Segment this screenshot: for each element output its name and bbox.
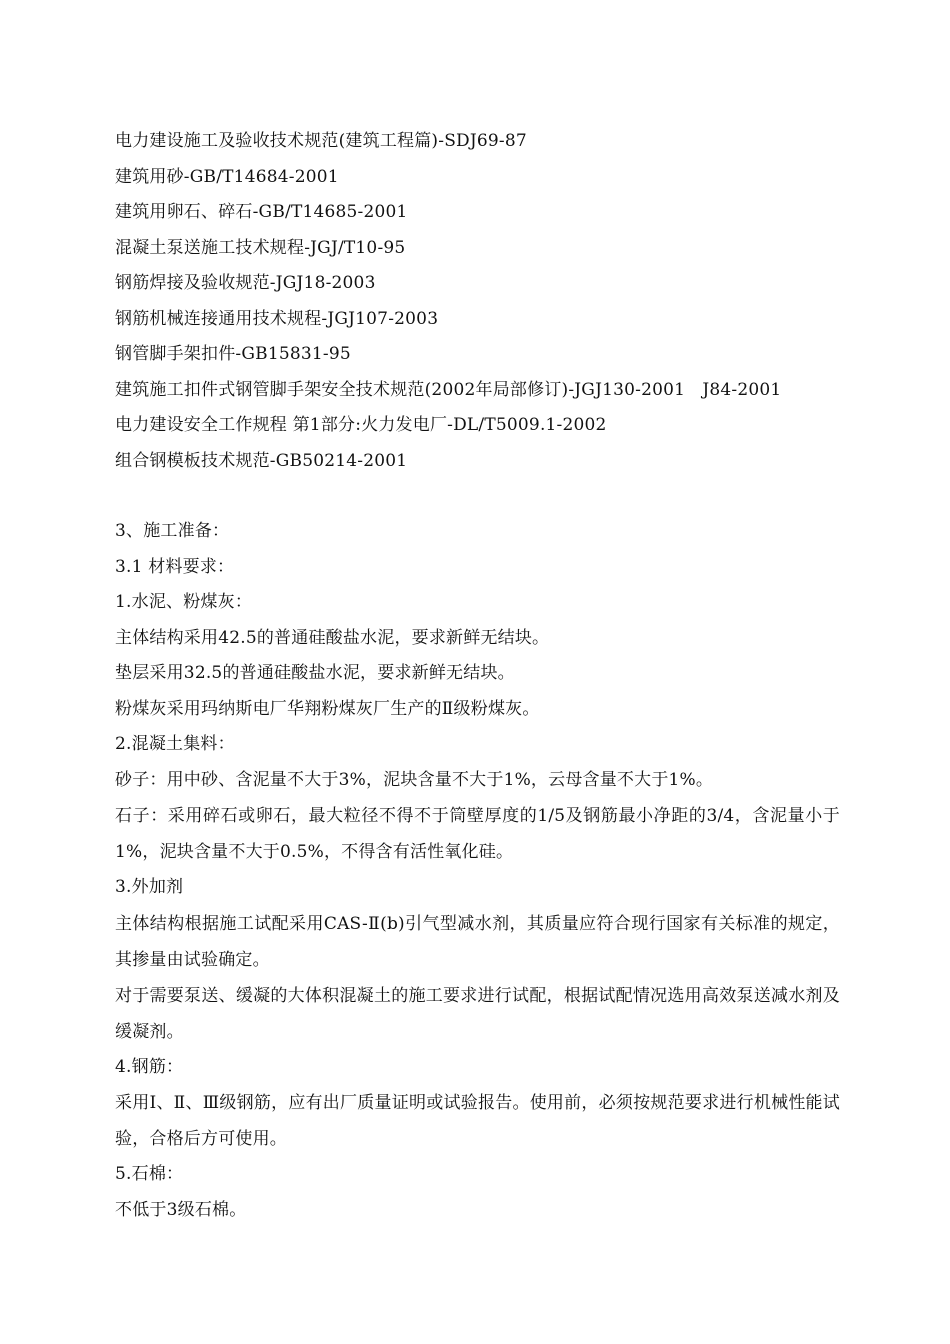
admixture-paragraph: 主体结构根据施工试配采用CAS-Ⅱ(b)引气型减水剂，其质量应符合现行国家有关标准的规定，其掺量由试验确定。 xyxy=(115,913,840,970)
fly-ash-line: 粉煤灰采用玛纳斯电厂华翔粉煤灰厂生产的Ⅱ级粉煤灰。 xyxy=(115,698,540,719)
reference-item: 建筑用砂-GB/T14684-2001 xyxy=(115,166,339,187)
section-heading: 3、施工准备： xyxy=(115,521,230,541)
document-body xyxy=(115,124,840,1228)
rebar-paragraph: 采用Ⅰ、Ⅱ、Ⅲ级钢筋，应有出厂质量证明或试验报告。使用前，必须按规范要求进行机械性能试验，合格后方可使用。 xyxy=(115,1093,840,1149)
reference-item: 电力建设施工及验收技术规范(建筑工程篇)-SDJ69-87 xyxy=(115,131,527,151)
reference-item: 组合钢模板技术规范-GB50214-2001 xyxy=(115,450,408,471)
reference-item: 钢筋机械连接通用技术规程-JGJ107-2003 xyxy=(115,308,439,329)
item-title-aggregate: 2.混凝土集料： xyxy=(115,734,235,754)
reference-item: 钢筋焊接及验收规范-JGJ18-2003 xyxy=(115,273,376,293)
admixture-paragraph: 对于需要泵送、缓凝的大体积混凝土的施工要求进行试配，根据试配情况选用高效泵送减水剂及缓凝剂。 xyxy=(115,985,840,1042)
reference-item: 电力建设安全工作规程 第1部分:火力发电厂-DL/T5009.1-2002 xyxy=(115,415,607,435)
item-title-rebar: 4.钢筋： xyxy=(115,1056,184,1077)
cement-line: 垫层采用32.5的普通硅酸盐水泥，要求新鲜无结块。 xyxy=(115,663,515,683)
reference-item: 建筑用卵石、碎石-GB/T14685-2001 xyxy=(115,202,408,222)
blank-line xyxy=(115,479,840,514)
item-title-admixture: 3.外加剂 xyxy=(115,877,184,897)
reference-item: 钢管脚手架扣件-GB15831-95 xyxy=(115,344,351,364)
item-title-asbestos: 5.石棉： xyxy=(115,1164,184,1184)
asbestos-paragraph: 不低于3级石棉。 xyxy=(115,1199,247,1220)
stone-requirement: 石子：采用碎石或卵石，最大粒径不得不于筒壁厚度的1/5及钢筋最小净距的3/4，含泥量小于1%，泥块含量不大于0.5%，不得含有活性氧化硅。 xyxy=(115,806,840,862)
sand-requirement: 砂子：用中砂、含泥量不大于3%，泥块含量不大于1%，云母含量不大于1%。 xyxy=(115,769,714,790)
subsection-heading: 3.1 材料要求： xyxy=(115,556,235,577)
cement-line: 主体结构采用42.5的普通硅酸盐水泥，要求新鲜无结块。 xyxy=(115,627,550,648)
reference-item: 建筑施工扣件式钢管脚手架安全技术规范(2002年局部修订)-JGJ130-2001 J84-2001 xyxy=(115,379,782,400)
item-title-cement: 1.水泥、粉煤灰： xyxy=(115,592,253,612)
reference-item: 混凝土泵送施工技术规程-JGJ/T10-95 xyxy=(115,237,406,258)
